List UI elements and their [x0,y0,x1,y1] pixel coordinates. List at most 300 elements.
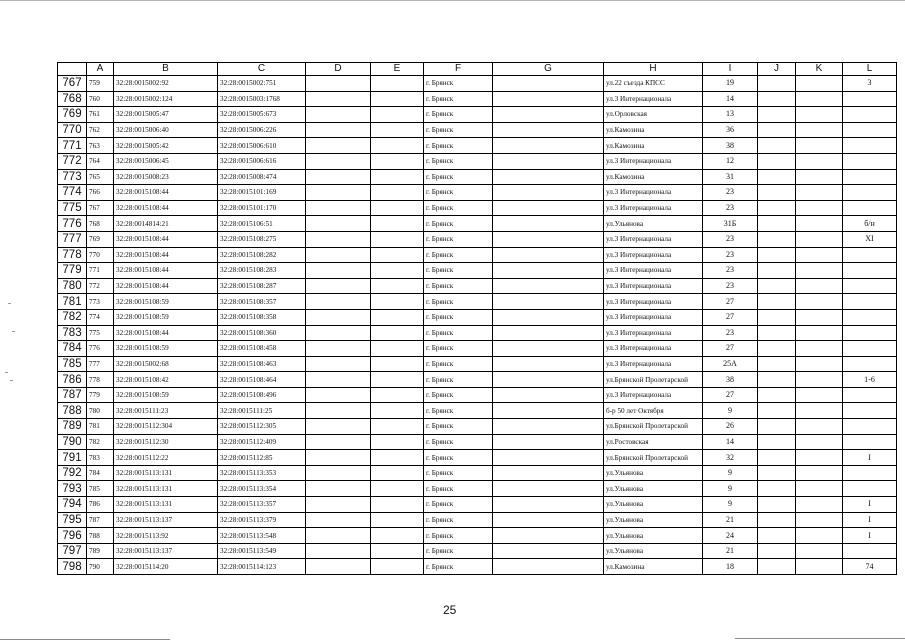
cell-i[interactable]: 38 [703,138,758,154]
row-number[interactable]: 782 [58,309,87,325]
cell-g[interactable] [493,247,604,263]
cell-b[interactable]: 32:28:0015108:42 [114,372,218,388]
cell-c[interactable]: 32:28:0015008:474 [218,169,306,185]
cell-h[interactable]: ул.3 Интернационала [604,309,703,325]
cell-i[interactable]: 23 [703,325,758,341]
column-header[interactable]: H [604,63,703,76]
cell-c[interactable]: 32:28:0015106:51 [218,216,306,232]
cell-c[interactable]: 32:28:0015002:751 [218,76,306,92]
cell-j[interactable] [758,309,796,325]
cell-e[interactable] [371,216,424,232]
cell-a[interactable]: 783 [87,450,114,466]
row-number[interactable]: 775 [58,200,87,216]
cell-a[interactable]: 761 [87,107,114,123]
cell-b[interactable]: 32:28:0015112:304 [114,419,218,435]
row-number[interactable]: 795 [58,512,87,528]
cell-g[interactable] [493,309,604,325]
cell-j[interactable] [758,278,796,294]
cell-a[interactable]: 770 [87,247,114,263]
cell-a[interactable]: 762 [87,122,114,138]
row-number[interactable]: 787 [58,387,87,403]
cell-a[interactable]: 768 [87,216,114,232]
cell-e[interactable] [371,122,424,138]
cell-j[interactable] [758,138,796,154]
cell-b[interactable]: 32:28:0015113:131 [114,465,218,481]
cell-a[interactable]: 767 [87,200,114,216]
cell-l[interactable] [843,481,897,497]
row-number[interactable]: 777 [58,231,87,247]
cell-d[interactable] [306,153,371,169]
cell-k[interactable] [796,434,843,450]
cell-i[interactable]: 23 [703,263,758,279]
cell-i[interactable]: 27 [703,309,758,325]
cell-i[interactable]: 9 [703,465,758,481]
cell-j[interactable] [758,169,796,185]
cell-h[interactable]: ул.Ульянова [604,481,703,497]
cell-d[interactable] [306,512,371,528]
column-header[interactable]: E [371,63,424,76]
cell-f[interactable]: г. Брянск [424,263,493,279]
cell-j[interactable] [758,481,796,497]
cell-e[interactable] [371,341,424,357]
row-number[interactable]: 784 [58,341,87,357]
cell-f[interactable]: г. Брянск [424,91,493,107]
cell-b[interactable]: 32:28:0015113:131 [114,497,218,513]
cell-h[interactable]: ул.Брянской Пролетарской [604,419,703,435]
cell-l[interactable] [843,278,897,294]
row-number[interactable]: 773 [58,169,87,185]
cell-e[interactable] [371,559,424,575]
cell-c[interactable]: 32:28:0015108:464 [218,372,306,388]
cell-k[interactable] [796,169,843,185]
cell-g[interactable] [493,528,604,544]
cell-f[interactable]: г. Брянск [424,247,493,263]
cell-b[interactable]: 32:28:0015005:42 [114,138,218,154]
cell-f[interactable]: г. Брянск [424,481,493,497]
cell-d[interactable] [306,559,371,575]
cell-d[interactable] [306,231,371,247]
cell-e[interactable] [371,200,424,216]
cell-b[interactable]: 32:28:0015108:59 [114,341,218,357]
cell-h[interactable]: ул.3 Интернационала [604,200,703,216]
cell-g[interactable] [493,216,604,232]
cell-d[interactable] [306,465,371,481]
cell-a[interactable]: 787 [87,512,114,528]
cell-k[interactable] [796,465,843,481]
cell-h[interactable]: ул.3 Интернационала [604,185,703,201]
row-number[interactable]: 781 [58,294,87,310]
cell-d[interactable] [306,387,371,403]
cell-l[interactable]: б/н [843,216,897,232]
cell-b[interactable]: 32:28:0015112:22 [114,450,218,466]
cell-e[interactable] [371,185,424,201]
cell-g[interactable] [493,153,604,169]
cell-d[interactable] [306,403,371,419]
cell-h[interactable]: ул.Брянской Пролетарской [604,372,703,388]
cell-f[interactable]: г. Брянск [424,387,493,403]
cell-j[interactable] [758,543,796,559]
cell-e[interactable] [371,294,424,310]
cell-j[interactable] [758,403,796,419]
cell-i[interactable]: 23 [703,247,758,263]
cell-e[interactable] [371,153,424,169]
cell-f[interactable]: г. Брянск [424,153,493,169]
cell-h[interactable]: ул.Ульянова [604,465,703,481]
cell-j[interactable] [758,294,796,310]
cell-c[interactable]: 32:28:0015108:357 [218,294,306,310]
cell-b[interactable]: 32:28:0015108:44 [114,185,218,201]
cell-l[interactable] [843,325,897,341]
cell-j[interactable] [758,559,796,575]
cell-f[interactable]: г. Брянск [424,185,493,201]
cell-h[interactable]: ул.3 Интернационала [604,231,703,247]
cell-g[interactable] [493,76,604,92]
cell-e[interactable] [371,91,424,107]
cell-c[interactable]: 32:28:0015006:226 [218,122,306,138]
cell-k[interactable] [796,419,843,435]
cell-a[interactable]: 771 [87,263,114,279]
cell-h[interactable]: ул.3 Интернационала [604,263,703,279]
cell-l[interactable] [843,138,897,154]
cell-a[interactable]: 778 [87,372,114,388]
row-number[interactable]: 785 [58,356,87,372]
cell-c[interactable]: 32:28:0015108:287 [218,278,306,294]
cell-a[interactable]: 764 [87,153,114,169]
cell-b[interactable]: 32:28:0015002:68 [114,356,218,372]
cell-c[interactable]: 32:28:0015108:275 [218,231,306,247]
cell-k[interactable] [796,387,843,403]
cell-e[interactable] [371,481,424,497]
cell-g[interactable] [493,543,604,559]
cell-l[interactable] [843,356,897,372]
cell-k[interactable] [796,294,843,310]
cell-f[interactable]: г. Брянск [424,450,493,466]
cell-c[interactable]: 32:28:0015113:353 [218,465,306,481]
cell-k[interactable] [796,356,843,372]
cell-f[interactable]: г. Брянск [424,122,493,138]
cell-g[interactable] [493,419,604,435]
cell-j[interactable] [758,419,796,435]
cell-f[interactable]: г. Брянск [424,107,493,123]
cell-e[interactable] [371,419,424,435]
cell-f[interactable]: г. Брянск [424,543,493,559]
cell-h[interactable]: ул.Ростовская [604,434,703,450]
row-number[interactable]: 794 [58,497,87,513]
cell-i[interactable]: 27 [703,294,758,310]
cell-k[interactable] [796,185,843,201]
row-number[interactable]: 789 [58,419,87,435]
row-number[interactable]: 792 [58,465,87,481]
cell-g[interactable] [493,185,604,201]
cell-i[interactable]: 23 [703,231,758,247]
cell-c[interactable]: 32:28:0015111:25 [218,403,306,419]
cell-d[interactable] [306,216,371,232]
cell-j[interactable] [758,200,796,216]
cell-c[interactable]: 32:28:0015108:463 [218,356,306,372]
cell-d[interactable] [306,356,371,372]
cell-l[interactable]: 74 [843,559,897,575]
column-header[interactable]: D [306,63,371,76]
cell-f[interactable]: г. Брянск [424,512,493,528]
cell-k[interactable] [796,309,843,325]
cell-k[interactable] [796,559,843,575]
cell-e[interactable] [371,169,424,185]
cell-i[interactable]: 31Б [703,216,758,232]
cell-k[interactable] [796,263,843,279]
cell-d[interactable] [306,278,371,294]
cell-g[interactable] [493,107,604,123]
column-header[interactable]: A [87,63,114,76]
column-header[interactable]: F [424,63,493,76]
row-number[interactable]: 771 [58,138,87,154]
cell-i[interactable]: 13 [703,107,758,123]
cell-g[interactable] [493,231,604,247]
cell-f[interactable]: г. Брянск [424,497,493,513]
column-header[interactable]: B [114,63,218,76]
cell-d[interactable] [306,434,371,450]
cell-d[interactable] [306,309,371,325]
cell-l[interactable]: I [843,528,897,544]
cell-a[interactable]: 759 [87,76,114,92]
cell-l[interactable] [843,185,897,201]
column-header[interactable]: G [493,63,604,76]
cell-b[interactable]: 32:28:0015108:44 [114,278,218,294]
cell-f[interactable]: г. Брянск [424,278,493,294]
cell-c[interactable]: 32:28:0015113:548 [218,528,306,544]
cell-f[interactable]: г. Брянск [424,294,493,310]
cell-g[interactable] [493,263,604,279]
cell-d[interactable] [306,419,371,435]
cell-j[interactable] [758,231,796,247]
cell-k[interactable] [796,91,843,107]
cell-b[interactable]: 32:28:0015108:44 [114,263,218,279]
cell-a[interactable]: 781 [87,419,114,435]
cell-f[interactable]: г. Брянск [424,231,493,247]
cell-c[interactable]: 32:28:0015006:616 [218,153,306,169]
cell-i[interactable]: 21 [703,543,758,559]
cell-k[interactable] [796,76,843,92]
cell-c[interactable]: 32:28:0015108:458 [218,341,306,357]
cell-k[interactable] [796,278,843,294]
cell-a[interactable]: 782 [87,434,114,450]
cell-i[interactable]: 36 [703,122,758,138]
cell-c[interactable]: 32:28:0015108:358 [218,309,306,325]
cell-h[interactable]: ул.Ульянова [604,528,703,544]
cell-c[interactable]: 32:28:0015003:1768 [218,91,306,107]
cell-b[interactable]: 32:28:0015008:23 [114,169,218,185]
cell-k[interactable] [796,200,843,216]
cell-j[interactable] [758,528,796,544]
cell-g[interactable] [493,450,604,466]
cell-d[interactable] [306,481,371,497]
row-number[interactable]: 791 [58,450,87,466]
cell-i[interactable]: 9 [703,403,758,419]
cell-c[interactable]: 32:28:0015101:170 [218,200,306,216]
cell-g[interactable] [493,200,604,216]
cell-a[interactable]: 777 [87,356,114,372]
cell-c[interactable]: 32:28:0015108:282 [218,247,306,263]
cell-j[interactable] [758,185,796,201]
cell-h[interactable]: ул.3 Интернационала [604,247,703,263]
cell-g[interactable] [493,294,604,310]
cell-e[interactable] [371,107,424,123]
cell-b[interactable]: 32:28:0015005:47 [114,107,218,123]
cell-d[interactable] [306,185,371,201]
cell-a[interactable]: 779 [87,387,114,403]
cell-e[interactable] [371,309,424,325]
cell-f[interactable]: г. Брянск [424,372,493,388]
cell-l[interactable] [843,263,897,279]
cell-i[interactable]: 23 [703,200,758,216]
cell-g[interactable] [493,122,604,138]
cell-g[interactable] [493,512,604,528]
row-number[interactable]: 774 [58,185,87,201]
cell-j[interactable] [758,465,796,481]
row-number[interactable]: 786 [58,372,87,388]
cell-i[interactable]: 31 [703,169,758,185]
cell-j[interactable] [758,122,796,138]
cell-c[interactable]: 32:28:0015108:283 [218,263,306,279]
cell-f[interactable]: г. Брянск [424,559,493,575]
cell-k[interactable] [796,372,843,388]
cell-d[interactable] [306,247,371,263]
cell-l[interactable] [843,465,897,481]
cell-b[interactable]: 32:28:0015108:44 [114,200,218,216]
cell-l[interactable] [843,387,897,403]
cell-g[interactable] [493,387,604,403]
cell-a[interactable]: 769 [87,231,114,247]
cell-b[interactable]: 32:28:0015002:92 [114,76,218,92]
cell-h[interactable]: ул.3 Интернационала [604,341,703,357]
cell-b[interactable]: 32:28:0015108:59 [114,309,218,325]
cell-l[interactable] [843,419,897,435]
cell-l[interactable] [843,107,897,123]
cell-j[interactable] [758,356,796,372]
cell-f[interactable]: г. Брянск [424,341,493,357]
cell-l[interactable] [843,91,897,107]
cell-g[interactable] [493,278,604,294]
cell-l[interactable]: 1-6 [843,372,897,388]
cell-a[interactable]: 780 [87,403,114,419]
cell-f[interactable]: г. Брянск [424,200,493,216]
cell-l[interactable]: I [843,512,897,528]
cell-a[interactable]: 773 [87,294,114,310]
cell-e[interactable] [371,403,424,419]
cell-c[interactable]: 32:28:0015113:357 [218,497,306,513]
cell-e[interactable] [371,450,424,466]
cell-d[interactable] [306,497,371,513]
cell-h[interactable]: ул.3 Интернационала [604,153,703,169]
cell-h[interactable]: ул.Ульянова [604,497,703,513]
cell-a[interactable]: 789 [87,543,114,559]
cell-d[interactable] [306,107,371,123]
cell-g[interactable] [493,341,604,357]
cell-a[interactable]: 760 [87,91,114,107]
cell-j[interactable] [758,153,796,169]
cell-a[interactable]: 763 [87,138,114,154]
cell-h[interactable]: ул.3 Интернационала [604,91,703,107]
cell-h[interactable]: ул.Орловская [604,107,703,123]
cell-f[interactable]: г. Брянск [424,169,493,185]
cell-i[interactable]: 21 [703,512,758,528]
cell-k[interactable] [796,403,843,419]
cell-c[interactable]: 32:28:0015112:409 [218,434,306,450]
cell-h[interactable]: ул.22 съезда КПСС [604,76,703,92]
column-header[interactable]: C [218,63,306,76]
cell-j[interactable] [758,372,796,388]
cell-c[interactable]: 32:28:0015112:305 [218,419,306,435]
cell-a[interactable]: 765 [87,169,114,185]
cell-f[interactable]: г. Брянск [424,309,493,325]
cell-b[interactable]: 32:28:0014814:21 [114,216,218,232]
cell-c[interactable]: 32:28:0015112:85 [218,450,306,466]
cell-j[interactable] [758,387,796,403]
cell-j[interactable] [758,450,796,466]
cell-f[interactable]: г. Брянск [424,419,493,435]
cell-a[interactable]: 776 [87,341,114,357]
cell-f[interactable]: г. Брянск [424,76,493,92]
cell-a[interactable]: 785 [87,481,114,497]
cell-i[interactable]: 23 [703,185,758,201]
cell-g[interactable] [493,325,604,341]
cell-h[interactable]: ул.Ульянова [604,512,703,528]
cell-f[interactable]: г. Брянск [424,325,493,341]
cell-l[interactable]: 3 [843,76,897,92]
row-number[interactable]: 797 [58,543,87,559]
cell-a[interactable]: 790 [87,559,114,575]
cell-k[interactable] [796,528,843,544]
cell-l[interactable]: I [843,450,897,466]
cell-g[interactable] [493,403,604,419]
cell-b[interactable]: 32:28:0015113:137 [114,512,218,528]
cell-i[interactable]: 12 [703,153,758,169]
cell-e[interactable] [371,278,424,294]
cell-l[interactable] [843,434,897,450]
cell-l[interactable]: I [843,497,897,513]
cell-g[interactable] [493,497,604,513]
row-number[interactable]: 767 [58,76,87,92]
cell-d[interactable] [306,122,371,138]
cell-j[interactable] [758,107,796,123]
cell-l[interactable] [843,294,897,310]
column-header[interactable]: J [758,63,796,76]
cell-d[interactable] [306,76,371,92]
cell-h[interactable]: ул.Камозина [604,138,703,154]
cell-k[interactable] [796,512,843,528]
cell-g[interactable] [493,138,604,154]
cell-h[interactable]: ул.3 Интернационала [604,356,703,372]
cell-d[interactable] [306,543,371,559]
cell-b[interactable]: 32:28:0015006:40 [114,122,218,138]
cell-b[interactable]: 32:28:0015006:45 [114,153,218,169]
cell-e[interactable] [371,263,424,279]
cell-b[interactable]: 32:28:0015108:44 [114,247,218,263]
row-number[interactable]: 796 [58,528,87,544]
cell-g[interactable] [493,465,604,481]
cell-l[interactable] [843,403,897,419]
cell-e[interactable] [371,434,424,450]
cell-f[interactable]: г. Брянск [424,216,493,232]
cell-k[interactable] [796,481,843,497]
cell-c[interactable]: 32:28:0015108:496 [218,387,306,403]
row-number[interactable]: 770 [58,122,87,138]
cell-k[interactable] [796,450,843,466]
cell-k[interactable] [796,325,843,341]
cell-d[interactable] [306,169,371,185]
cell-c[interactable]: 32:28:0015101:169 [218,185,306,201]
cell-i[interactable]: 18 [703,559,758,575]
cell-e[interactable] [371,325,424,341]
